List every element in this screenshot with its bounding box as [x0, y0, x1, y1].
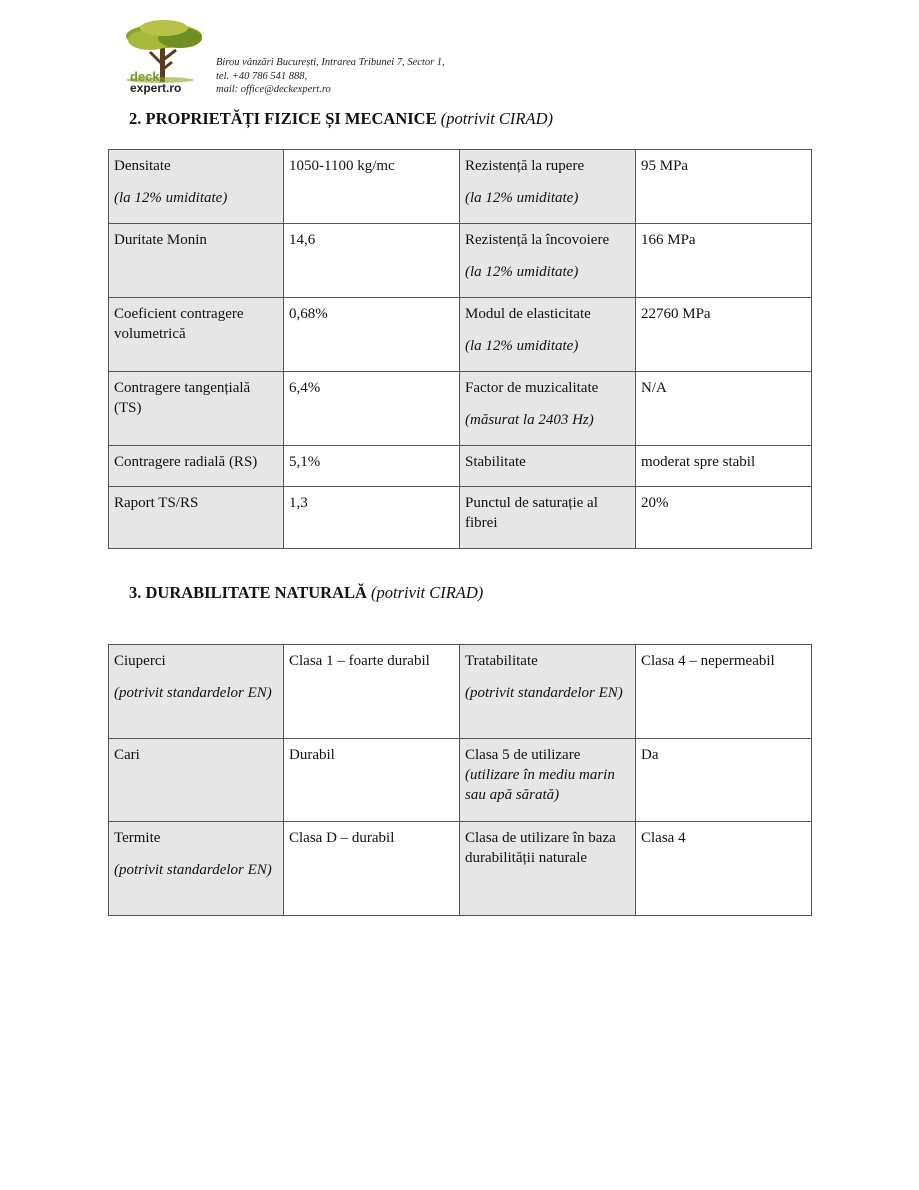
label-text: Raport TS/RS: [114, 495, 199, 511]
label-text: Cari: [114, 747, 140, 763]
label-subtext: (potrivit standardelor EN): [114, 685, 272, 701]
table-row: [109, 372, 812, 446]
section-3-title: [129, 583, 483, 603]
property-label: [460, 298, 636, 372]
logo-text-expert: expert.ro: [130, 81, 182, 95]
label-subtext: (la 12% umiditate): [114, 190, 228, 206]
property-value: Clasa D – durabil: [284, 822, 460, 916]
property-value: N/A: [636, 372, 812, 446]
property-label: [460, 739, 636, 822]
label-text: Contragere tangențială (TS): [114, 380, 251, 416]
natural-durability-table: [108, 644, 812, 916]
label-text: Factor de muzicalitate: [465, 380, 599, 396]
physical-mechanical-table: [108, 149, 812, 549]
property-label: [460, 645, 636, 739]
property-label: [109, 298, 284, 372]
label-subtext: (potrivit standardelor EN): [114, 862, 272, 878]
property-value: Clasa 4 – nepermeabil: [636, 645, 812, 739]
property-label: [109, 487, 284, 549]
property-label: [109, 150, 284, 224]
label-text: Duritate Monin: [114, 232, 207, 248]
property-value: 14,6: [284, 224, 460, 298]
label-text: Clasa 5 de utilizare: [465, 747, 581, 763]
table-row: [109, 446, 812, 487]
property-value: 5,1%: [284, 446, 460, 487]
property-value: Da: [636, 739, 812, 822]
contact-info: [216, 56, 445, 97]
property-value: Clasa 4: [636, 822, 812, 916]
section-3-heading: 3. DURABILITATE NATURALĂ: [129, 583, 367, 602]
property-value: 95 MPa: [636, 150, 812, 224]
deckexpert-logo: [122, 18, 206, 98]
table-row: [109, 224, 812, 298]
property-label: [109, 739, 284, 822]
property-label: [460, 487, 636, 549]
label-text: Coeficient contragere volumetrică: [114, 306, 244, 342]
letterhead: [122, 18, 582, 98]
section-3-note: (potrivit CIRAD): [371, 583, 484, 602]
property-label: [460, 446, 636, 487]
label-text: Modul de elasticitate: [465, 306, 591, 322]
property-value: moderat spre stabil: [636, 446, 812, 487]
label-text: Rezistență la rupere: [465, 158, 585, 174]
property-value: 6,4%: [284, 372, 460, 446]
property-label: [460, 822, 636, 916]
section-2-heading: 2. PROPRIETĂȚI FIZICE ȘI MECANICE: [129, 109, 437, 128]
section-2-title: [129, 109, 553, 129]
label-text: Tratabilitate: [465, 653, 538, 669]
property-label: [109, 645, 284, 739]
phone: tel. +40 786 541 888,: [216, 70, 308, 82]
table-row: [109, 645, 812, 739]
label-text: Rezistență la încovoiere: [465, 232, 610, 248]
label-subtext: (la 12% umiditate): [465, 338, 579, 354]
property-value: 20%: [636, 487, 812, 549]
label-subtext: (la 12% umiditate): [465, 264, 579, 280]
office-address: Birou vânzări București, Intrarea Tribunei 7, Sector 1,: [216, 57, 445, 68]
property-value: 0,68%: [284, 298, 460, 372]
label-text: Clasa de utilizare în baza durabilității naturale: [465, 830, 616, 866]
property-value: Durabil: [284, 739, 460, 822]
label-subtext: (potrivit standardelor EN): [465, 685, 623, 701]
table-row: [109, 739, 812, 822]
property-value: 22760 MPa: [636, 298, 812, 372]
table-row: [109, 487, 812, 549]
label-subtext: (măsurat la 2403 Hz): [465, 412, 594, 428]
label-subtext: (utilizare în mediu marin sau apă sărată): [465, 767, 615, 803]
section-2-note: (potrivit CIRAD): [440, 109, 553, 128]
property-value: 166 MPa: [636, 224, 812, 298]
property-label: [109, 372, 284, 446]
email: mail: office@deckexpert.ro: [216, 84, 331, 95]
property-value: 1,3: [284, 487, 460, 549]
label-text: Stabilitate: [465, 454, 526, 470]
property-label: [460, 150, 636, 224]
property-label: [109, 224, 284, 298]
property-value: Clasa 1 – foarte durabil: [284, 645, 460, 739]
label-text: Ciuperci: [114, 653, 166, 669]
property-label: [109, 446, 284, 487]
logo-text-deck: deck: [130, 69, 160, 84]
label-subtext: (la 12% umiditate): [465, 190, 579, 206]
property-label: [460, 224, 636, 298]
table-row: [109, 150, 812, 224]
label-text: Densitate: [114, 158, 171, 174]
label-text: Punctul de saturație al fibrei: [465, 495, 598, 531]
label-text: Contragere radială (RS): [114, 454, 258, 470]
label-text: Termite: [114, 830, 161, 846]
property-label: [460, 372, 636, 446]
property-value: 1050-1100 kg/mc: [284, 150, 460, 224]
table-row: [109, 822, 812, 916]
table-row: [109, 298, 812, 372]
property-label: [109, 822, 284, 916]
